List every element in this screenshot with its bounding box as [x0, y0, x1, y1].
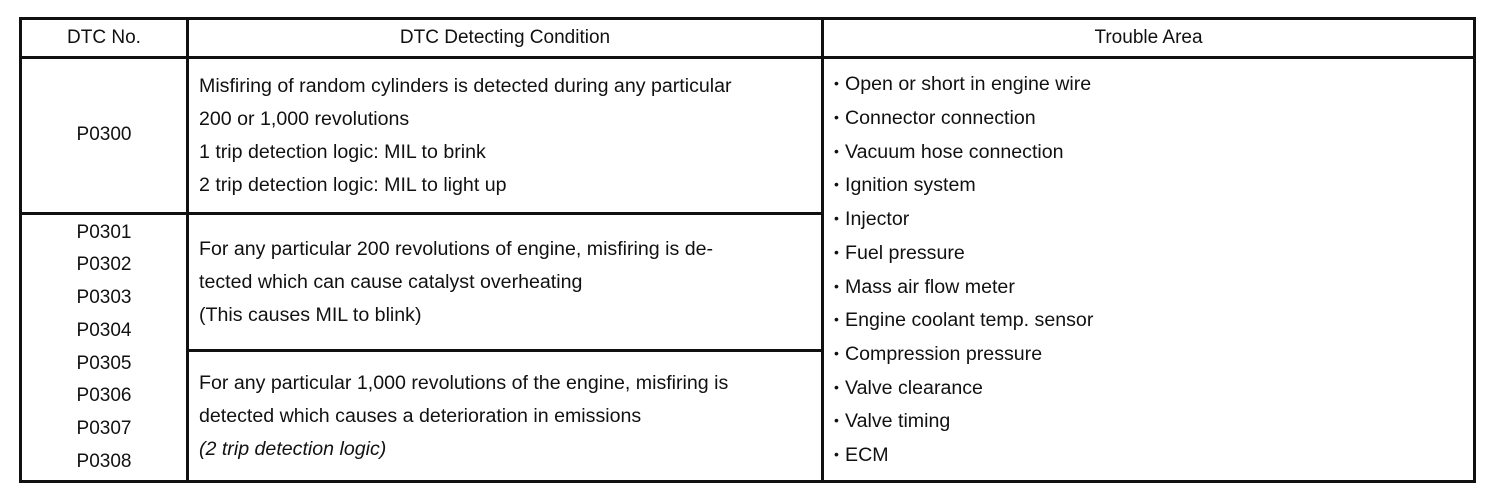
header-detecting-condition: DTC Detecting Condition — [188, 19, 823, 58]
trouble-area-item: • Mass air flow meter — [834, 270, 1473, 304]
trouble-area-item: • Ignition system — [834, 168, 1473, 202]
condition-line: 200 or 1,000 revolutions — [199, 107, 410, 130]
dtc-code: P0303 — [76, 287, 132, 309]
condition-line: For any particular 1,000 revolutions of the engine, misfiring is — [199, 371, 729, 394]
bullet-icon: • — [834, 277, 839, 294]
dtc-code-cell — [21, 214, 188, 482]
header-row — [21, 19, 1475, 58]
trouble-area-item: • Valve clearance — [834, 371, 1473, 405]
dtc-code: P0301 — [76, 221, 132, 243]
header-trouble-area: Trouble Area — [823, 19, 1475, 58]
condition-line: (2 trip detection logic) — [199, 437, 387, 460]
bullet-icon: • — [834, 378, 839, 395]
bullet-icon: • — [834, 210, 839, 227]
trouble-area-item: • Injector — [834, 202, 1473, 236]
dtc-code: P0305 — [76, 352, 132, 374]
condition-line: 1 trip detection logic: MIL to brink — [199, 140, 486, 163]
trouble-area-item: • Engine coolant temp. sensor — [834, 303, 1473, 337]
dtc-code: P0300 — [76, 124, 132, 146]
header-dtc-no: DTC No. — [21, 19, 188, 58]
bullet-icon: • — [834, 243, 839, 260]
condition-line: Misfiring of random cylinders is detected during any particular — [199, 74, 732, 97]
dtc-table-container — [19, 17, 1473, 483]
condition-cell — [188, 351, 823, 482]
bullet-icon: • — [834, 75, 839, 92]
bullet-icon: • — [834, 142, 839, 159]
bullet-icon: • — [834, 446, 839, 463]
dtc-code: P0304 — [76, 319, 132, 341]
trouble-area-item: • Open or short in engine wire — [834, 67, 1473, 101]
condition-line: (This causes MIL to blink) — [199, 303, 422, 326]
table-row-p0300 — [21, 58, 1475, 214]
bullet-icon: • — [834, 344, 839, 361]
trouble-area-item: • ECM — [834, 438, 1473, 472]
bullet-icon: • — [834, 311, 839, 328]
bullet-icon: • — [834, 412, 839, 429]
bullet-icon: • — [834, 176, 839, 193]
condition-line: detected which causes a deterioration in emissions — [199, 404, 642, 427]
trouble-area-item: • Connector connection — [834, 101, 1473, 135]
trouble-area-item: • Valve timing — [834, 404, 1473, 438]
condition-cell — [188, 58, 823, 214]
trouble-area-cell — [823, 58, 1475, 482]
condition-line: tected which can cause catalyst overheating — [199, 270, 583, 293]
condition-cell — [188, 214, 823, 351]
bullet-icon: • — [834, 108, 839, 125]
dtc-code: P0307 — [76, 417, 132, 439]
dtc-code: P0302 — [76, 254, 132, 276]
dtc-table — [19, 17, 1476, 483]
condition-line: For any particular 200 revolutions of engine, misfiring is de- — [199, 237, 714, 260]
trouble-area-item: • Fuel pressure — [834, 236, 1473, 270]
trouble-area-item: • Compression pressure — [834, 337, 1473, 371]
dtc-code: P0306 — [76, 385, 132, 407]
dtc-code: P0308 — [76, 450, 132, 472]
condition-line: 2 trip detection logic: MIL to light up — [199, 173, 507, 196]
trouble-area-item: • Vacuum hose connection — [834, 135, 1473, 169]
dtc-code-cell — [21, 58, 188, 214]
